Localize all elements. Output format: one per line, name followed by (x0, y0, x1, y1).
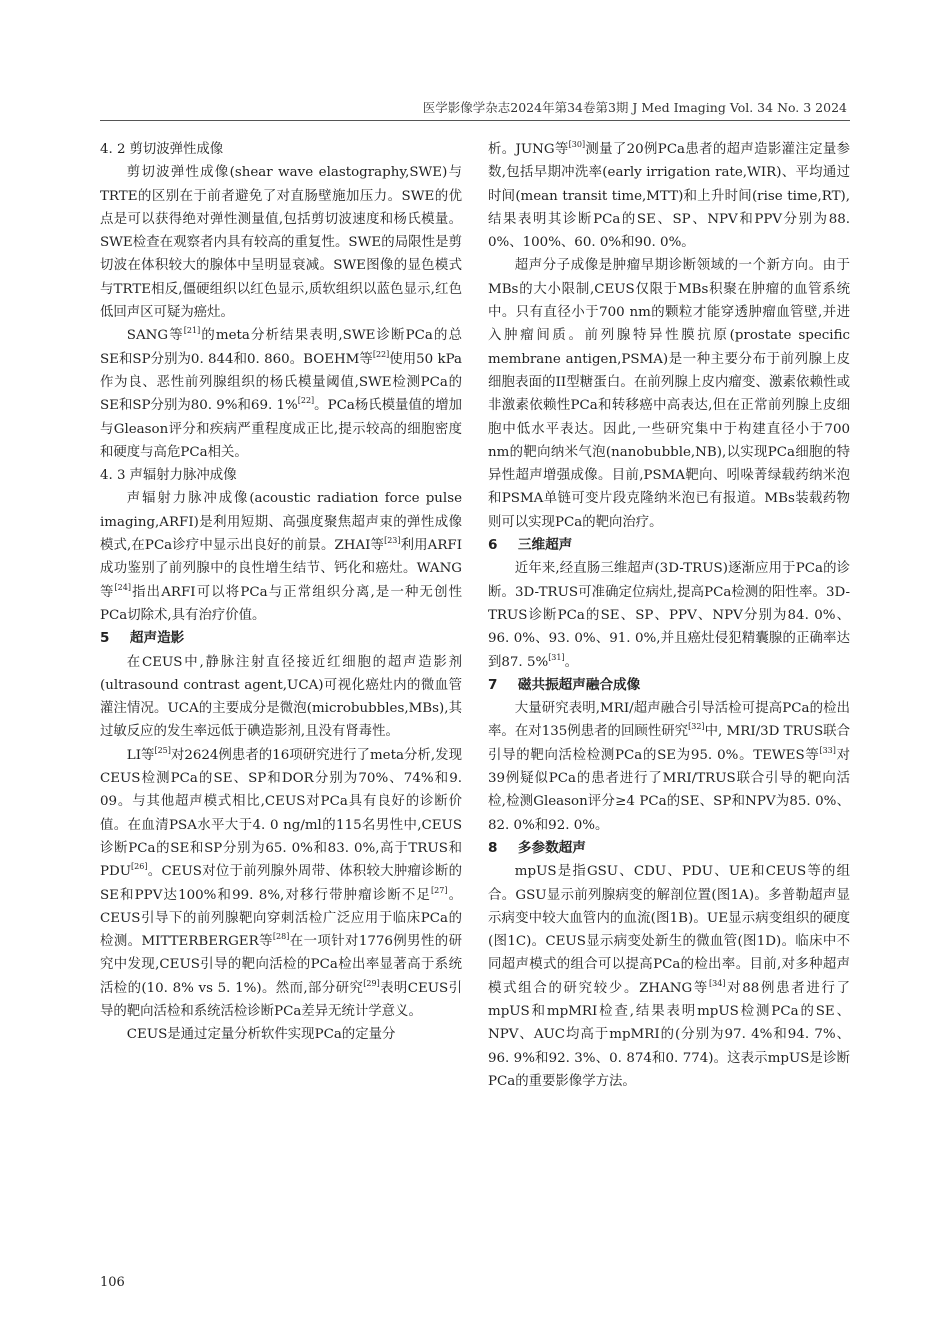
citation: [34] (709, 978, 726, 988)
citation: [31] (548, 652, 565, 662)
paragraph: CEUS是通过定量分析软件实现PCa的定量分 (126, 1027, 396, 1043)
section-7-heading: 7 磁共振超声融合成像 (488, 676, 641, 693)
paragraph: 大量研究表明,MRI/超声融合引导活检可提高PCa的检出率。在对135例患者的回顾性研究[32]中, MRI/3D TRUS联合引导的靶向活检检测PCa的SE为95. 0%。TEWES等[33]对39例疑似PCa的患者进行了MRI/TRUS联合引导的靶向活检,检测Gleason评分≥4 PCa的SE、SP和NPV为85. 0%、82. 0%和92. 0%。 (488, 701, 851, 833)
paragraph: 在CEUS中,静脉注射直径接近红细胞的超声造影剂(ultrasound contrast agent,UCA)可视化癌灶内的微血管灌注情况。UCA的主要成分是微泡(microbubbles,MBs),其过敏反应的发生率远低于碘造影剂,且没有肾毒性。 (100, 654, 462, 740)
left-column (100, 138, 462, 1047)
section-8-heading: 8 多参数超声 (488, 839, 586, 856)
citation: [25] (154, 745, 171, 755)
paragraph: 超声分子成像是肿瘤早期诊断领域的一个新方向。由于MBs的大小限制,CEUS仅限于MBs积聚在肿瘤的血管系统中。只有直径小于700 nm的颗粒才能穿透肿瘤血管壁,并进入肿瘤间质。前列腺特异性膜抗原(prostate specific membrane antigen,PSMA)是一种主要分布于前列腺上皮细胞表面的II型糖蛋白。在前列腺上皮内瘤变、激素依赖性或非激素依赖性PCa和转移癌中高表达,但在正常前列腺上皮细胞中低水平表达。因此,一些研究集中于构建直径小于700 nm的靶向纳米气泡(nanobubble,NB),以实现PCa细胞的特异性超声增强成像。目前,PSMA靶向、吲哚菁绿载药纳米泡和PSMA单链可变片段克隆纳米泡已有报道。MBs装载药物则可以实现PCa的靶向治疗。 (488, 258, 850, 530)
citation: [27] (431, 885, 448, 895)
journal-header: 医学影像学杂志2024年第34卷第3期 J Med Imaging Vol. 34 No. 3 2024 (422, 100, 847, 115)
citation: [33] (819, 745, 836, 755)
paragraph: mpUS是指GSU、CDU、PDU、UE和CEUS等的组合。GSU显示前列腺病变的解剖位置(图1A)。多普勒超声显示病变中较大血管内的血流(图1B)。UE显示病变组织的硬度(图1C)。CEUS显示病变处新生的微血管(图1D)。临床中不同超声模式的组合可以提高PCa的检出率。目前,对多种超声模式组合的研究较少。ZHANG等[34]对88例患者进行了mpUS和mpMRI检查,结果表明mpUS检测PCa的SE、NPV、AUC均高于mpMRI的(分别为97. 4%和94. 7%、96. 9%和92. 3%、0. 874和0. 774)。这表示mpUS是诊断PCa的重要影像学方法。 (488, 864, 850, 1089)
paragraph: SANG等[21]的meta分析结果表明,SWE诊断PCa的总SE和SP分别为0. 844和0. 860。BOEHM等[22]使用50 kPa作为良、恶性前列腺组织的杨氏模量阈值,SWE检测PCa的SE和SP分别为80. 9%和69. 1%[22]。PCa杨氏模量值的增加与Gleason评分和疾病严重程度成正比,提示较高的细胞密度和硬度与高危PCa相关。 (100, 326, 462, 460)
paragraph: 剪切波弹性成像(shear wave elastography,SWE)与TRTE的区别在于前者避免了对直肠壁施加压力。SWE的优点是可以获得绝对弹性测量值,包括剪切波速度和杨氏模量。SWE检查在观察者内具有较高的重复性。SWE的局限性是剪切波在体积较大的腺体中呈明显衰减。SWE图像的显色模式与TRTE相反,僵硬组织以红色显示,质软组织以蓝色显示,红色低回声区可疑为癌灶。 (100, 165, 462, 321)
section-4-3-heading: 4. 3 声辐射力脉冲成像 (100, 468, 237, 484)
citation: [26] (131, 862, 148, 872)
header-rule (100, 120, 850, 121)
citation: [23] (384, 536, 401, 546)
citation: [32] (688, 722, 705, 732)
citation: [29] (363, 978, 380, 988)
section-4-2-heading: 4. 2 剪切波弹性成像 (100, 142, 224, 157)
paragraph: 近年来,经直肠三维超声(3D-TRUS)逐渐应用于PCa的诊断。3D-TRUS可准确定位病灶,提高PCa检测的阳性率。3D-TRUS诊断PCa的SE、SP、PPV、NPV分别为84. 0%、96. 0%、93. 0%、91. 0%,并且癌灶侵犯精囊腺的正确率达到87. 5%[31]。 (488, 561, 850, 670)
paragraph: 析。JUNG等[30]测量了20例PCa患者的超声造影灌注定量参数,包括早期冲洗率(early irrigation rate,WIR)、平均通过时间(mean transit time,MTT)和上升时间(rise time,RT),结果表明其诊断PCa的SE、SP、NPV和PPV分别为88. 0%、100%、60. 0%和90. 0%。 (488, 140, 850, 251)
citation: [24] (114, 582, 131, 592)
section-5-heading: 5 超声造影 (100, 630, 185, 647)
paragraph: LI等[25]对2624例患者的16项研究进行了meta分析,发现CEUS检测PCa的SE、SP和DOR分别为70%、74%和9. 09。与其他超声模式相比,CEUS对PCa具有良好的诊断价值。在血清PSA水平大于4. 0 ng/ml的115名男性中,CEUS诊断PCa的SE和SP分别为65. 0%和83. 0%,高于TRUS和PDU[26]。CEUS对位于前列腺外周带、体积较大肿瘤诊断的SE和PPV达100%和99. 8%,对移行带肿瘤诊断不足[27]。CEUS引导下的前列腺靶向穿刺活检广泛应用于临床PCa的检测。MITTERBERGER等[28]在一项针对1776例男性的研究中发现,CEUS引导的靶向活检的PCa检出率显著高于系统活检的(10. 8% vs 5. 1%)。然而,部分研究[29]表明CEUS引导的靶向活检和系统活检诊断PCa差异无统计学意义。 (100, 745, 463, 1019)
right-column (488, 138, 850, 1093)
citation: [22] (372, 349, 390, 359)
paragraph: 声辐射力脉冲成像(acoustic radiation force pulse imaging,ARFI)是利用短期、高强度聚焦超声束的弹性成像模式,在PCa诊疗中显示出良好的前景。ZHAI等[23]利用ARFI成功鉴别了前列腺中的良性增生结节、钙化和癌灶。WANG等[24]指出ARFI可以将PCa与正常组织分离,是一种无创性PCa切除术,具有治疗价值。 (100, 491, 463, 623)
page-number: 106 (100, 1275, 125, 1290)
citation: [22] (297, 396, 315, 406)
citation: [30] (568, 140, 586, 149)
citation: [21] (183, 326, 201, 336)
citation: [28] (272, 932, 290, 942)
section-6-heading: 6 三维超声 (488, 537, 573, 554)
